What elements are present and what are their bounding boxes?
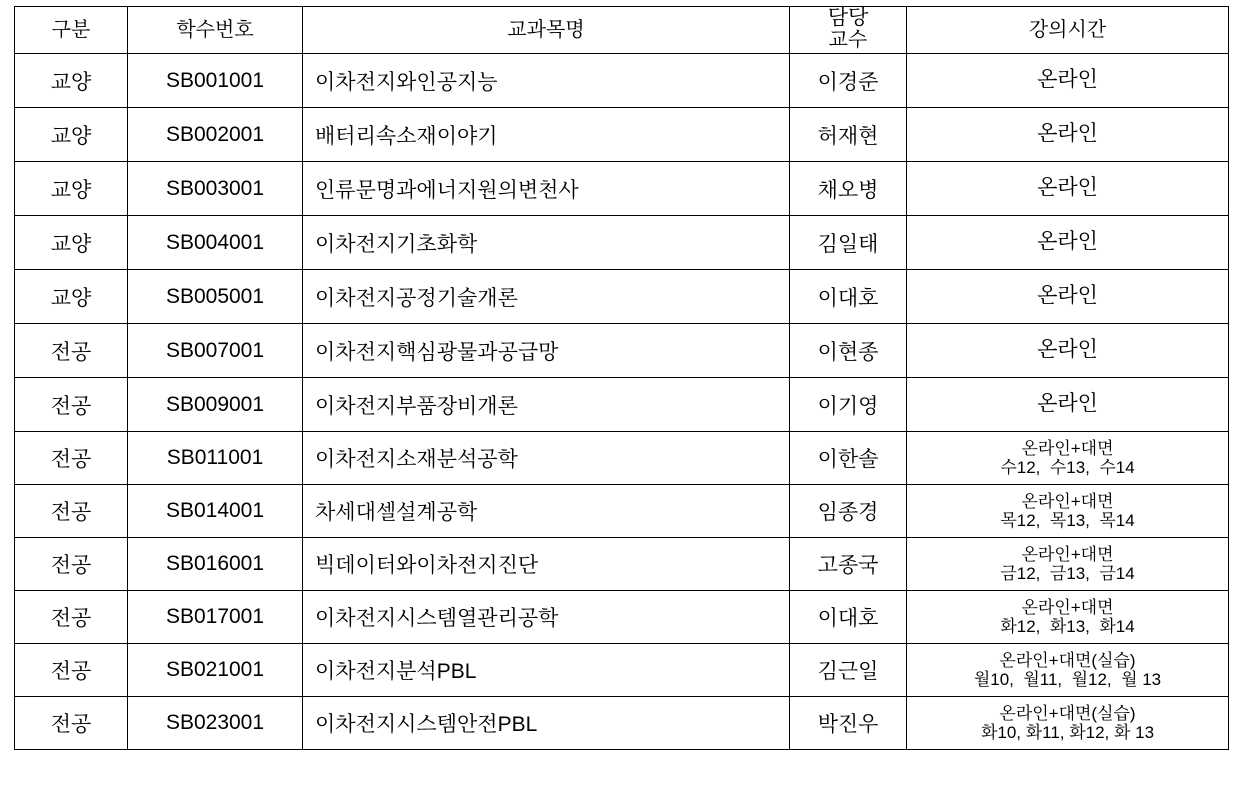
cell-time (907, 644, 1229, 697)
cell-code: SB023001 (128, 697, 303, 750)
cell-title: 이차전지부품장비개론 (303, 378, 790, 432)
cell-division: 교양 (15, 270, 128, 324)
cell-title: 이차전지시스템안전PBL (303, 697, 790, 750)
table-row (15, 108, 1229, 162)
table-row (15, 216, 1229, 270)
cell-code: SB014001 (128, 485, 303, 538)
cell-professor: 김일태 (790, 216, 907, 270)
cell-time-main: 온라인+대면 (1021, 438, 1114, 458)
cell-time (907, 162, 1229, 216)
cell-time-main: 온라인+대면 (1021, 597, 1114, 617)
cell-professor: 이기영 (790, 378, 907, 432)
cell-time-main: 온라인 (1037, 284, 1098, 308)
cell-division: 전공 (15, 538, 128, 591)
column-header-professor-label-line1: 담당 (827, 5, 869, 29)
column-header-time (907, 7, 1229, 54)
cell-professor: 이현종 (790, 324, 907, 378)
cell-time-sub: 화12, 화13, 화14 (1000, 617, 1135, 636)
cell-time-main: 온라인 (1037, 338, 1098, 362)
cell-title: 이차전지핵심광물과공급망 (303, 324, 790, 378)
cell-title: 이차전지소재분석공학 (303, 432, 790, 485)
cell-professor: 채오병 (790, 162, 907, 216)
cell-code: SB017001 (128, 591, 303, 644)
cell-time-main: 온라인 (1037, 122, 1098, 146)
cell-time (907, 591, 1229, 644)
cell-division: 전공 (15, 697, 128, 750)
cell-code: SB007001 (128, 324, 303, 378)
cell-time (907, 108, 1229, 162)
cell-professor: 이대호 (790, 270, 907, 324)
table-row (15, 54, 1229, 108)
cell-time (907, 324, 1229, 378)
cell-time (907, 54, 1229, 108)
column-header-division-label: 구분 (51, 18, 91, 41)
table-row (15, 697, 1229, 750)
cell-division: 전공 (15, 485, 128, 538)
cell-time-sub: 수12, 수13, 수14 (1000, 458, 1135, 477)
cell-code: SB001001 (128, 54, 303, 108)
cell-time (907, 216, 1229, 270)
cell-code: SB005001 (128, 270, 303, 324)
cell-professor: 임종경 (790, 485, 907, 538)
cell-time (907, 378, 1229, 432)
cell-professor: 고종국 (790, 538, 907, 591)
table-row (15, 378, 1229, 432)
table-row (15, 432, 1229, 485)
cell-code: SB002001 (128, 108, 303, 162)
column-header-professor-label-line2: 교수 (828, 29, 868, 52)
table-header-row (15, 7, 1229, 54)
table-header (15, 7, 1229, 54)
cell-title: 이차전지와인공지능 (303, 54, 790, 108)
cell-title: 이차전지공정기술개론 (303, 270, 790, 324)
cell-title: 배터리속소재이야기 (303, 108, 790, 162)
course-schedule-document (0, 6, 1252, 809)
cell-title: 이차전지시스템열관리공학 (303, 591, 790, 644)
cell-division: 전공 (15, 378, 128, 432)
cell-professor: 이대호 (790, 591, 907, 644)
cell-professor: 이경준 (790, 54, 907, 108)
cell-title: 빅데이터와이차전지진단 (303, 538, 790, 591)
column-header-code (128, 7, 303, 54)
column-header-title (303, 7, 790, 54)
cell-time (907, 270, 1229, 324)
cell-time-main: 온라인 (1037, 392, 1098, 416)
table-body (15, 54, 1229, 750)
column-header-title-label: 교과목명 (507, 18, 585, 41)
cell-division: 전공 (15, 644, 128, 697)
cell-title: 이차전지기초화학 (303, 216, 790, 270)
cell-division: 교양 (15, 54, 128, 108)
table-row (15, 538, 1229, 591)
cell-time (907, 697, 1229, 750)
cell-time-main: 온라인 (1037, 68, 1098, 92)
cell-time-sub: 월10, 월11, 월12, 월 13 (973, 670, 1162, 689)
column-header-time-label: 강의시간 (1028, 18, 1107, 41)
cell-title: 인류문명과에너지원의변천사 (303, 162, 790, 216)
table-row (15, 270, 1229, 324)
column-header-division (15, 7, 128, 54)
cell-time (907, 432, 1229, 485)
cell-division: 전공 (15, 591, 128, 644)
cell-time-main: 온라인 (1037, 230, 1098, 254)
cell-time-sub: 화10, 화11, 화12, 화 13 (980, 723, 1155, 742)
column-header-professor (790, 7, 907, 54)
table-row (15, 162, 1229, 216)
cell-division: 교양 (15, 216, 128, 270)
cell-time-main: 온라인+대면 (1021, 544, 1114, 564)
column-header-code-label: 학수번호 (176, 18, 254, 41)
cell-code: SB016001 (128, 538, 303, 591)
cell-time (907, 485, 1229, 538)
cell-time-main: 온라인 (1037, 176, 1098, 200)
cell-time-main: 온라인+대면 (1021, 491, 1114, 511)
cell-time-sub: 금12, 금13, 금14 (1000, 564, 1135, 583)
table-row (15, 591, 1229, 644)
cell-code: SB003001 (128, 162, 303, 216)
cell-time (907, 538, 1229, 591)
table-row (15, 324, 1229, 378)
cell-title: 차세대셀설계공학 (303, 485, 790, 538)
cell-code: SB011001 (128, 432, 303, 485)
cell-code: SB004001 (128, 216, 303, 270)
cell-division: 전공 (15, 432, 128, 485)
cell-time-main: 온라인+대면(실습) (999, 703, 1136, 723)
table-row (15, 485, 1229, 538)
cell-title: 이차전지분석PBL (303, 644, 790, 697)
cell-division: 교양 (15, 162, 128, 216)
cell-time-sub: 목12, 목13, 목14 (1000, 511, 1135, 530)
cell-professor: 이한솔 (790, 432, 907, 485)
cell-division: 전공 (15, 324, 128, 378)
cell-code: SB021001 (128, 644, 303, 697)
table-row (15, 644, 1229, 697)
cell-professor: 허재현 (790, 108, 907, 162)
cell-time-main: 온라인+대면(실습) (999, 650, 1136, 670)
cell-professor: 김근일 (790, 644, 907, 697)
cell-professor: 박진우 (790, 697, 907, 750)
cell-division: 교양 (15, 108, 128, 162)
cell-code: SB009001 (128, 378, 303, 432)
course-schedule-table (14, 6, 1229, 750)
